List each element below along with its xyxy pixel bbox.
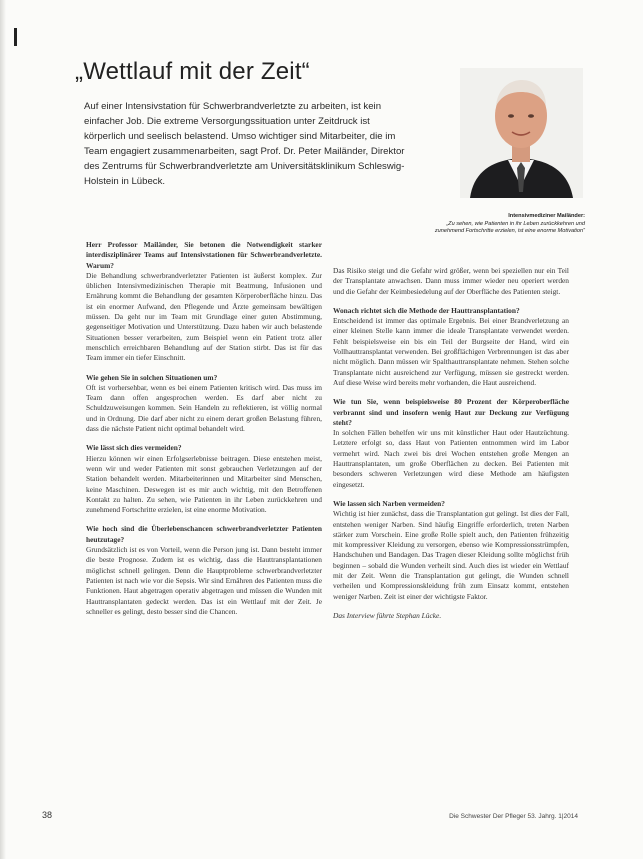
qa-block bbox=[333, 499, 569, 602]
qa-block bbox=[333, 266, 569, 297]
question: Wie hoch sind die Überlebenschancen schwerbrandverletzter Patienten heutzutage? bbox=[86, 524, 322, 544]
right-column bbox=[333, 266, 569, 630]
qa-block bbox=[86, 373, 322, 435]
question: Wonach richtet sich die Methode der Hauttransplantation? bbox=[333, 305, 520, 315]
answer: Grundsätzlich ist es von Vorteil, wenn die Person jung ist. Dann besteht immer die beste Prognose. Zudem ist es wichtig, dass die Hauttransplantationen möglichst schnell gelingen. Denn die Hauptprobleme schwerbrandverletzter Patienten ist nach wie vor die Sepsis. Wir sind Ernähren des Patienten muss die Funktionen. Haut abgetragen operativ abgetragen und müssen die Wunden mit Hauttransplantaten gedeckt werden. Das ist ein Wettlauf mit der Zeit. Je schneller es gelingt, desto besser sind die Chancen. bbox=[86, 545, 322, 616]
answer: Oft ist vorhersehbar, wenn es bei einem Patienten kritisch wird. Das muss im Team dann offen angesprochen werden. Es darf aber nicht zu Schuldzuweisungen kommen. Sein Handeln zu reflektieren, ist völlig normal und in Ordnung. Die darf aber nicht zu einem derart großen Belastung führen, dass die nächste Patient nicht optimal behandelt wird. bbox=[86, 382, 322, 434]
answer: Das Risiko steigt und die Gefahr wird größer, wenn bei speziellen nur ein Teil der Transplantate anwachsen. Dann muss immer wieder neu operiert werden und die Gefahr der Keimbesiedelung auf der Oberfläche des Patienten steigt. bbox=[333, 266, 569, 296]
qa-block bbox=[333, 306, 569, 388]
corner-mark bbox=[14, 28, 17, 46]
qa-block bbox=[86, 524, 322, 617]
portrait-illustration bbox=[460, 68, 583, 198]
question: Wie tun Sie, wenn beispielsweise 80 Prozent der Körperoberfläche verbrannt sind und insofern wenig Haut zur Deckung zur Verfügung steht? bbox=[333, 397, 569, 427]
caption-quote: „Zu sehen, wie Patienten in ihr Leben zurückkehren und zunehmend Fortschritte erzielen, ist eine enorme Motivation“ bbox=[434, 220, 585, 235]
answer: Die Behandlung schwerbrandverletzter Patienten ist äußerst komplex. Zur üblichen Intensivmedizinischen Therapie mit Beatmung, Infusionen und Ernährung kommt die Behandlung der gesamten Körperoberfläche hinzu. Das ist ein enormer Aufwand, den Pflegende und Ärzte gemeinsam bewältigen müssen. Da geht nur im Team mit Grundlage einer guten Abstimmung, gegenseitiger Motivation und Unterstützung. Dazu haben wir auch belastende Situationen besser verarbeiten, zum Beispiel wenn ein Patient trotz aller menschlich erreichbaren Behandlung auf der Station stirbt. Das ist für das Team immer ein tiefer Einschnitt. bbox=[86, 270, 322, 363]
magazine-footer: Die Schwester Der Pfleger 53. Jahrg. 1|2014 bbox=[449, 813, 578, 820]
question: Herr Professor Mailänder, Sie betonen die Notwendigkeit starker interdisziplinärer Teams auf Intensivstationen für Schwerbrandverletzte. Warum? bbox=[86, 240, 322, 270]
qa-block bbox=[86, 443, 322, 515]
interview-credit: Das Interview führte Stephan Lücke. bbox=[333, 610, 442, 620]
question: Wie gehen Sie in solchen Situationen um? bbox=[86, 372, 218, 382]
left-column bbox=[86, 240, 322, 626]
interview-credit-block bbox=[333, 611, 569, 621]
qa-block bbox=[333, 397, 569, 490]
question: Wie lassen sich Narben vermeiden? bbox=[333, 498, 445, 508]
answer: Hierzu können wir einen Erfolgserlebnisse beitragen. Diese entstehen meist, wenn wir und weder Patienten mit sonst gebrauchen Verletzungen auf der Station behandelt werden. Mitarbeiterinnen und Mitarbeiter sind Menschen, keine Maschinen. Deswegen ist es mir auch wichtig, mit den Betroffenen Kontakt zu halten. Zu sehen, wie Patienten in ihr Leben zurückkehren und zunehmend Fortschritte erzielen, ist eine enorme Motivation. bbox=[86, 453, 322, 515]
binding-shadow bbox=[0, 0, 6, 859]
answer: Entscheidend ist immer das optimale Ergebnis. Bei einer Brandverletzung an einer kleinen Stelle kann immer die ideale Transplantate verwendet werden. Fehlt beispielsweise ein bis ein Teil der Burgseite der Hand, wird ein Vollhauttransplantat verwenden. Bei großflächigen Verbrennungen ist das aber nicht möglich. Dann müssen wir Spalthauttransplantate nehmen. Stehen solche Transplantate nicht ausreichend zur Verfügung, müssen sie gestreckt werden. Auf diese Weise wird bereits mehr vorhanden, die Haut ausreichend. bbox=[333, 316, 569, 387]
article-intro: Auf einer Intensivstation für Schwerbrandverletzte zu arbeiten, ist kein einfacher Job. Die extreme Versorgungssituation unter Zeitdruck ist körperlich und seelisch belastend. Umso wichtiger sind Mitarbeiter, die im Team engagiert zusammenarbeiten, sagt Prof. Dr. Peter Mailänder, Direktor des Zentrums für Schwerbrandverletzte am Universitätsklinikum Schleswig-Holstein in Lübeck. bbox=[84, 101, 405, 187]
article-title: „Wettlauf mit der Zeit“ bbox=[75, 58, 310, 85]
page-number: 38 bbox=[42, 810, 53, 820]
qa-block bbox=[86, 240, 322, 364]
photo-caption bbox=[420, 213, 585, 236]
answer: In solchen Fällen behelfen wir uns mit künstlicher Haut oder Hautzüchtung. Letztere erfolgt so, dass Haut von Patienten entnommen wird im Labor vermehrt wird. Nach zwei bis drei Wochen entstehen große Mengen an Hauttransplantaten, um große Oberflächen zu decken. Bei Patienten mit besonders schweren Verletzungen wird diese Methode am häufigsten eingesetzt. bbox=[333, 428, 569, 489]
question: Wie lässt sich dies vermeiden? bbox=[86, 443, 182, 453]
portrait-photo-icon bbox=[460, 68, 583, 198]
answer: Wichtig ist hier zunächst, dass die Transplantation gut gelingt. Ist dies der Fall, entstehen weniger Narben. Sind häufig Eingriffe erforderlich, treten Narben stärker zum Vorschein. Eine große Rolle spielt auch, den Patienten frühzeitig mit kompressiver Kleidung zu versorgen, ebenso wie Kompressionsstrümpfen, Handschuhen und Bandagen. Das Tragen dieser Kleidung sollte möglichst früh beginnen – sobald die Wunden verheilt sind. Auch dies ist wieder ein Wettlauf mit der Zeit. Wenn die Transplantation gut gelingt, die Wunden schnell verheilen und Kompressionskleidung früh zum Einsatz kommt, entstehen weniger Narben. Zeit ist einer der wichtigste Faktor. bbox=[333, 509, 569, 601]
caption-title: Intensivmediziner Mailänder: bbox=[508, 213, 585, 219]
